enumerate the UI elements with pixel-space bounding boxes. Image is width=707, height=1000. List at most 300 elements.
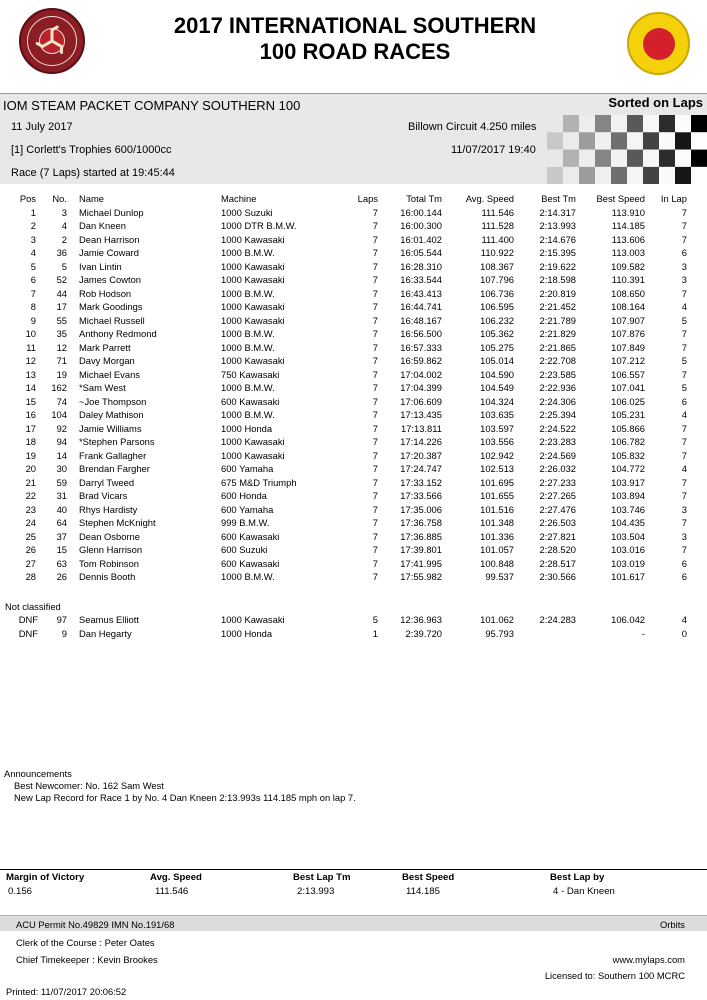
table-row xyxy=(0,382,707,396)
flag-square xyxy=(611,150,627,167)
cell-name: Brad Vicars xyxy=(79,490,128,501)
cell-machine: 1000 B.M.W. xyxy=(221,287,275,299)
cell-in-lap: 7 xyxy=(681,544,687,555)
cell-total: 17:06.609 xyxy=(400,395,442,407)
cell-name: James Cowton xyxy=(79,274,142,285)
cell-total: 17:20.387 xyxy=(400,449,442,461)
cell-no: 31 xyxy=(56,490,67,501)
flag-square xyxy=(547,167,563,184)
cell-machine: 600 Kawasaki xyxy=(221,530,280,542)
flag-square xyxy=(579,115,595,132)
cell-laps: 7 xyxy=(372,206,378,218)
cell-pos: 18 xyxy=(25,436,36,447)
cell-name: Michael Russell xyxy=(79,314,145,326)
cell-name: Michael Evans xyxy=(79,368,140,380)
results-header xyxy=(0,193,707,207)
cell-avg: 101.348 xyxy=(480,517,514,528)
cell-no: 2 xyxy=(61,233,67,245)
cell-avg: 103.556 xyxy=(480,436,514,447)
col-best-speed: Best Speed xyxy=(596,193,645,204)
cell-name: Frank Gallagher xyxy=(79,449,147,461)
cell-in-lap: 7 xyxy=(681,368,687,380)
cell-name: Dan Hegarty xyxy=(79,627,132,639)
cell-pos: 9 xyxy=(30,314,36,326)
flag-square xyxy=(579,132,595,149)
cell-pos: 8 xyxy=(30,301,36,312)
cell-best-speed: 105.231 xyxy=(611,409,645,420)
cell-name: Seamus Elliott xyxy=(79,614,139,625)
cell-best-speed: 103.019 xyxy=(611,557,645,569)
printed-timestamp: Printed: 11/07/2017 20:06:52 xyxy=(6,986,127,997)
cell-pos: 3 xyxy=(30,233,36,245)
table-row xyxy=(0,220,707,234)
footer-bar xyxy=(0,915,707,931)
cell-machine: 600 Yamaha xyxy=(221,463,274,474)
chief-timekeeper: Chief Timekeeper : Kevin Brookes xyxy=(16,954,158,965)
cell-avg: 102.942 xyxy=(480,449,514,461)
table-row xyxy=(0,328,707,342)
cell-no: 14 xyxy=(56,449,67,461)
cell-no: 94 xyxy=(56,436,67,447)
cell-name: Darryl Tweed xyxy=(79,476,135,488)
cell-in-lap: 3 xyxy=(681,503,687,515)
cell-best-tm: 2:27.821 xyxy=(539,530,576,542)
cell-laps: 7 xyxy=(372,476,378,488)
margin-label: Margin of Victory xyxy=(6,872,85,883)
cell-name: Dan Kneen xyxy=(79,220,126,231)
triskelion-emblem-icon xyxy=(643,28,675,60)
cell-best-speed: 103.894 xyxy=(611,490,645,501)
flag-square xyxy=(547,150,563,167)
cell-no: 37 xyxy=(56,530,67,542)
table-row xyxy=(0,369,707,383)
cell-best-speed: 106.782 xyxy=(611,436,645,447)
margin-value: 0.156 xyxy=(8,886,33,897)
cell-best-tm: 2:19.622 xyxy=(539,260,576,272)
cell-machine: 1000 Kawasaki xyxy=(221,314,285,326)
cell-avg: 111.546 xyxy=(481,206,514,218)
cell-total: 17:36.885 xyxy=(400,530,442,542)
cell-best-tm: 2:28.517 xyxy=(539,557,576,569)
cell-best-tm: 2:24.306 xyxy=(539,395,576,407)
cell-pos: DNF xyxy=(18,627,38,639)
cell-in-lap: 5 xyxy=(681,314,687,326)
checkered-flag-icon xyxy=(547,115,707,184)
table-row xyxy=(0,288,707,302)
best-speed-label: Best Speed xyxy=(402,872,455,883)
cell-machine: 1000 B.M.W. xyxy=(221,328,275,339)
cell-no: 63 xyxy=(56,557,67,569)
flag-square xyxy=(675,167,691,184)
cell-total: 12:36.963 xyxy=(400,614,442,625)
cell-avg: 103.635 xyxy=(480,409,514,420)
not-classified-table xyxy=(0,614,707,641)
title-line-2: 100 ROAD RACES xyxy=(259,39,451,64)
table-row xyxy=(0,463,707,477)
table-row xyxy=(0,301,707,315)
cell-no: 74 xyxy=(56,395,67,407)
cell-avg: 110.922 xyxy=(480,247,514,258)
cell-in-lap: 0 xyxy=(681,627,687,639)
cell-best-tm: 2:26.503 xyxy=(539,517,576,528)
event-name: IOM STEAM PACKET COMPANY SOUTHERN 100 xyxy=(3,98,301,113)
col-best-tm: Best Tm xyxy=(541,193,576,204)
flag-square xyxy=(611,115,627,132)
best-lap-value: 2:13.993 xyxy=(297,886,335,897)
table-row xyxy=(0,234,707,248)
cell-laps: 7 xyxy=(372,490,378,501)
cell-best-speed: 107.849 xyxy=(611,341,645,353)
flag-square xyxy=(563,150,579,167)
cell-machine: 1000 Kawasaki xyxy=(221,301,285,312)
table-row xyxy=(0,504,707,518)
cell-laps: 7 xyxy=(372,328,378,339)
cell-best-tm: 2:21.865 xyxy=(539,341,576,353)
cell-pos: 2 xyxy=(30,220,36,231)
flag-square xyxy=(563,167,579,184)
col-in-lap: In Lap xyxy=(660,193,687,204)
results-body xyxy=(0,207,707,585)
cell-pos: 26 xyxy=(25,544,36,555)
title-line-1: 2017 INTERNATIONAL SOUTHERN xyxy=(173,13,537,38)
flag-square xyxy=(643,167,659,184)
cell-best-speed: 109.582 xyxy=(611,260,645,272)
cell-machine: 600 Suzuki xyxy=(221,544,268,555)
cell-in-lap: 7 xyxy=(681,206,687,218)
cell-best-speed: 103.746 xyxy=(611,503,645,515)
circuit-name: Billown Circuit 4.250 miles xyxy=(408,121,537,133)
cell-laps: 7 xyxy=(372,530,378,542)
cell-total: 17:04.399 xyxy=(400,382,442,393)
license-holder: Licensed to: Southern 100 MCRC xyxy=(544,970,685,981)
cell-in-lap: 7 xyxy=(681,233,687,245)
flag-square xyxy=(611,167,627,184)
cell-in-lap: 3 xyxy=(681,260,687,272)
flag-square xyxy=(659,150,675,167)
cell-no: 30 xyxy=(56,463,67,474)
cell-name: Stephen McKnight xyxy=(79,517,156,528)
cell-no: 3 xyxy=(61,206,67,218)
cell-best-speed: 107.907 xyxy=(611,314,645,326)
cell-pos: 1 xyxy=(30,206,36,218)
cell-no: 44 xyxy=(56,287,67,299)
table-row xyxy=(0,261,707,275)
race-title: [1] Corlett's Trophies 600/1000cc xyxy=(11,144,172,156)
cell-total: 16:59.862 xyxy=(400,355,442,366)
cell-no: 64 xyxy=(56,517,67,528)
not-classified-label: Not classified xyxy=(5,601,61,612)
cell-name: Ivan Lintin xyxy=(79,260,122,272)
cell-total: 17:39.801 xyxy=(400,544,442,555)
cell-best-tm: 2:28.520 xyxy=(539,544,576,555)
cell-avg: 102.513 xyxy=(480,463,514,474)
cell-best-speed: 113.003 xyxy=(611,247,645,258)
cell-total: 17:36.758 xyxy=(400,517,442,528)
table-row xyxy=(0,207,707,221)
cell-laps: 5 xyxy=(372,614,378,625)
cell-best-tm: 2:14.317 xyxy=(539,206,576,218)
cell-laps: 7 xyxy=(372,274,378,285)
cell-no: 19 xyxy=(56,368,67,380)
flag-square xyxy=(627,132,643,149)
table-row xyxy=(0,315,707,329)
cell-no: 71 xyxy=(56,355,67,366)
cell-pos: 7 xyxy=(30,287,36,299)
cell-name: Dean Harrison xyxy=(79,233,140,245)
cell-pos: 16 xyxy=(25,409,36,420)
table-row xyxy=(0,517,707,531)
cell-pos: 25 xyxy=(25,530,36,542)
cell-machine: 1000 Kawasaki xyxy=(221,233,285,245)
cell-best-tm: 2:22.936 xyxy=(539,382,576,393)
cell-no: 36 xyxy=(56,247,67,258)
cell-avg: 106.595 xyxy=(480,301,514,312)
sort-label: Sorted on Laps xyxy=(608,95,703,110)
event-banner xyxy=(0,93,707,115)
flag-square xyxy=(627,115,643,132)
website-link[interactable]: www.mylaps.com xyxy=(612,954,685,965)
cell-in-lap: 7 xyxy=(681,287,687,299)
cell-laps: 7 xyxy=(372,463,378,474)
avg-speed-value: 111.546 xyxy=(155,886,189,897)
cell-machine: 1000 Kawasaki xyxy=(221,449,285,461)
cell-total: 17:13.435 xyxy=(400,409,442,420)
cell-laps: 7 xyxy=(372,382,378,393)
cell-name: Dennis Booth xyxy=(79,571,136,582)
cell-avg: 105.275 xyxy=(480,341,514,353)
announcements-label: Announcements xyxy=(4,768,72,779)
cell-avg: 101.695 xyxy=(480,476,514,488)
cell-best-tm: 2:20.819 xyxy=(539,287,576,299)
cell-no: 40 xyxy=(56,503,67,515)
cell-avg: 104.324 xyxy=(480,395,514,407)
cell-laps: 7 xyxy=(372,517,378,528)
cell-in-lap: 4 xyxy=(681,409,687,420)
flag-square xyxy=(595,150,611,167)
cell-name: Mark Parrett xyxy=(79,341,131,353)
permit-number: ACU Permit No.49829 IMN No.191/68 xyxy=(16,919,175,930)
table-row xyxy=(0,396,707,410)
cell-name: Glenn Harrison xyxy=(79,544,143,555)
cell-no: 97 xyxy=(56,614,67,625)
cell-avg: 111.528 xyxy=(481,220,514,231)
cell-best-tm: 2:21.789 xyxy=(539,314,576,326)
summary-header xyxy=(0,869,707,883)
cell-in-lap: 6 xyxy=(681,571,687,582)
col-pos: Pos xyxy=(19,193,36,204)
cell-best-tm: 2:24.283 xyxy=(539,614,576,625)
flag-square xyxy=(643,115,659,132)
flag-square xyxy=(659,167,675,184)
cell-machine: 1000 Honda xyxy=(221,422,273,434)
cell-total: 16:48.167 xyxy=(400,314,442,326)
cell-in-lap: 3 xyxy=(681,274,687,285)
cell-machine: 1000 Kawasaki xyxy=(221,355,285,366)
table-row xyxy=(0,477,707,491)
cell-total: 17:13.811 xyxy=(400,422,442,434)
cell-avg: 103.597 xyxy=(480,422,514,434)
cell-total: 17:33.566 xyxy=(400,490,442,501)
cell-best-speed: 108.650 xyxy=(611,287,645,299)
cell-laps: 7 xyxy=(372,436,378,447)
cell-laps: 1 xyxy=(372,627,378,639)
cell-best-speed: 110.391 xyxy=(611,274,645,285)
cell-laps: 7 xyxy=(372,301,378,312)
cell-pos: 22 xyxy=(25,490,36,501)
cell-name: Jamie Coward xyxy=(79,247,139,258)
cell-laps: 7 xyxy=(372,544,378,555)
table-row xyxy=(0,409,707,423)
table-row xyxy=(0,247,707,261)
cell-laps: 7 xyxy=(372,355,378,366)
cell-name: Michael Dunlop xyxy=(79,206,144,218)
cell-laps: 7 xyxy=(372,314,378,326)
cell-pos: 28 xyxy=(25,571,36,582)
cell-machine: 1000 Honda xyxy=(221,627,273,639)
cell-in-lap: 3 xyxy=(681,530,687,542)
cell-total: 17:41.995 xyxy=(400,557,442,569)
cell-machine: 1000 Kawasaki xyxy=(221,260,285,272)
cell-best-tm: 2:24.522 xyxy=(539,422,576,434)
cell-no: 26 xyxy=(56,571,67,582)
cell-avg: 104.590 xyxy=(480,368,514,380)
cell-name: Tom Robinson xyxy=(79,557,139,569)
cell-machine: 1000 Kawasaki xyxy=(221,614,285,625)
cell-in-lap: 7 xyxy=(681,490,687,501)
flag-square xyxy=(643,132,659,149)
cell-name: Brendan Fargher xyxy=(79,463,150,474)
best-lap-label: Best Lap Tm xyxy=(293,872,351,883)
cell-total: 16:01.402 xyxy=(400,233,442,245)
cell-name: *Stephen Parsons xyxy=(79,436,155,447)
cell-in-lap: 6 xyxy=(681,247,687,258)
cell-in-lap: 7 xyxy=(681,328,687,339)
best-lap-by-label: Best Lap by xyxy=(550,872,605,883)
cell-laps: 7 xyxy=(372,557,378,569)
table-row xyxy=(0,571,707,585)
table-row xyxy=(0,558,707,572)
cell-no: 12 xyxy=(56,341,67,353)
cell-pos: 11 xyxy=(26,341,36,353)
cell-best-speed: 107.041 xyxy=(611,382,645,393)
cell-in-lap: 4 xyxy=(681,463,687,474)
cell-laps: 7 xyxy=(372,341,378,353)
cell-in-lap: 7 xyxy=(681,220,687,231)
cell-best-tm: 2:18.598 xyxy=(539,274,576,285)
cell-machine: 1000 B.M.W. xyxy=(221,571,275,582)
cell-name: Mark Goodings xyxy=(79,301,143,312)
results-table xyxy=(0,193,707,585)
cell-laps: 7 xyxy=(372,260,378,272)
cell-avg: 95.793 xyxy=(485,627,514,639)
cell-best-speed: 103.016 xyxy=(611,544,645,555)
cell-best-tm: 2:15.395 xyxy=(539,247,576,258)
cell-total: 17:35.006 xyxy=(400,503,442,515)
cell-best-tm: 2:22.708 xyxy=(539,355,576,366)
cell-name: Dean Osborne xyxy=(79,530,140,542)
cell-best-speed: 108.164 xyxy=(611,301,645,312)
cell-total: 17:33.152 xyxy=(400,476,442,488)
cell-machine: 1000 Kawasaki xyxy=(221,436,285,447)
cell-no: 4 xyxy=(61,220,67,231)
flag-square xyxy=(627,167,643,184)
cell-avg: 101.062 xyxy=(480,614,514,625)
flag-square xyxy=(643,150,659,167)
cell-in-lap: 7 xyxy=(681,449,687,461)
table-row xyxy=(0,274,707,288)
cell-in-lap: 7 xyxy=(681,422,687,434)
cell-laps: 7 xyxy=(372,503,378,515)
cell-pos: DNF xyxy=(18,614,38,625)
cell-best-speed: 113.910 xyxy=(611,206,645,218)
cell-best-speed: 105.832 xyxy=(611,449,645,461)
southern-100-logo xyxy=(627,12,690,75)
cell-avg: 105.014 xyxy=(480,355,514,366)
flag-square xyxy=(611,132,627,149)
flag-square xyxy=(595,115,611,132)
flag-square xyxy=(547,132,563,149)
cell-machine: 1000 DTR B.M.W. xyxy=(221,220,297,231)
announcements xyxy=(4,768,356,804)
cell-total: 17:14.226 xyxy=(400,436,442,447)
cell-in-lap: 7 xyxy=(681,517,687,528)
cell-best-speed: 105.866 xyxy=(611,422,645,434)
cell-avg: 101.057 xyxy=(480,544,514,555)
cell-pos: 6 xyxy=(30,274,36,285)
cell-pos: 10 xyxy=(25,328,36,339)
flag-square xyxy=(675,150,691,167)
cell-machine: 999 B.M.W. xyxy=(221,517,270,528)
cell-name: Anthony Redmond xyxy=(79,328,157,339)
flag-square xyxy=(595,132,611,149)
flag-square xyxy=(579,167,595,184)
best-speed-value: 114.185 xyxy=(406,886,440,897)
cell-laps: 7 xyxy=(372,449,378,461)
cell-laps: 7 xyxy=(372,571,378,582)
cell-best-speed: 103.917 xyxy=(611,476,645,488)
cell-pos: 24 xyxy=(25,517,36,528)
cell-name: Daley Mathison xyxy=(79,409,144,420)
cell-best-speed: 104.435 xyxy=(611,517,645,528)
cell-best-speed: 104.772 xyxy=(611,463,645,474)
cell-best-speed: 107.212 xyxy=(611,355,645,366)
flag-square xyxy=(563,115,579,132)
col-no: No. xyxy=(52,193,67,204)
cell-total: 2:39.720 xyxy=(405,627,442,639)
cell-best-tm: 2:26.032 xyxy=(539,463,576,474)
flag-square xyxy=(691,132,707,149)
cell-best-speed: - xyxy=(641,627,645,639)
cell-pos: 15 xyxy=(25,395,36,407)
flag-square xyxy=(547,115,563,132)
cell-best-speed: 101.617 xyxy=(611,571,645,582)
cell-best-speed: 107.876 xyxy=(611,328,645,339)
table-row xyxy=(0,423,707,437)
cell-in-lap: 7 xyxy=(681,436,687,447)
cell-in-lap: 6 xyxy=(681,395,687,407)
table-row xyxy=(0,628,707,642)
race-start: Race (7 Laps) started at 19:45:44 xyxy=(11,167,175,179)
col-machine: Machine xyxy=(221,193,257,204)
cell-name: Rob Hodson xyxy=(79,287,132,299)
flag-square xyxy=(691,150,707,167)
cell-machine: 600 Kawasaki xyxy=(221,395,280,407)
cell-avg: 106.736 xyxy=(480,287,514,299)
cell-avg: 107.796 xyxy=(480,274,514,285)
steam-packet-logo xyxy=(19,8,85,74)
flag-square xyxy=(659,132,675,149)
cell-name: *Sam West xyxy=(79,382,126,393)
